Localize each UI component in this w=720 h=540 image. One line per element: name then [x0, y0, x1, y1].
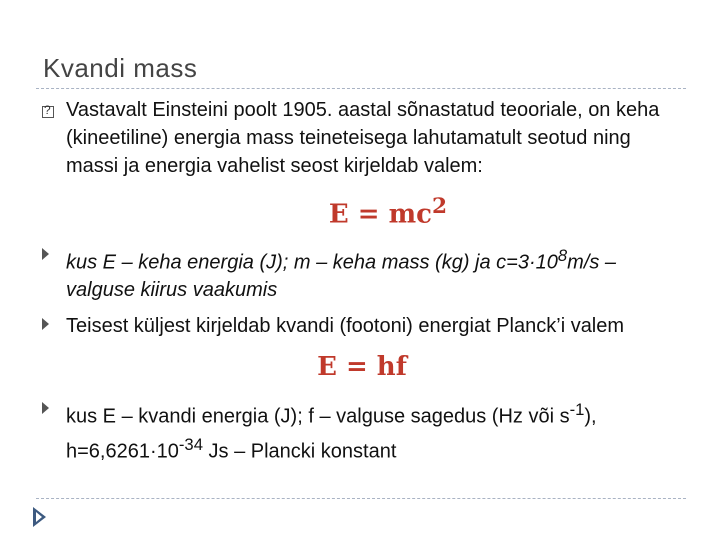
paragraph-planck: Teisest küljest kirjeldab kvandi (footoni) energiat Planck’i valem: [66, 315, 625, 338]
paragraph-variables-2: [66, 396, 682, 465]
paragraph-variables-1: [66, 242, 682, 305]
bullet-item: [42, 96, 682, 180]
equation-text: E = mc: [328, 199, 432, 230]
text-span: m/s – valguse kiirus vaakumis: [66, 251, 617, 302]
text-span: ), h=6,6261·10: [66, 405, 597, 463]
footer-divider: [36, 498, 686, 499]
equation-planck: E = hf: [317, 352, 407, 383]
text-span: kus E – keha energia (J); m – keha mass (kg) ja c=3·10: [66, 251, 558, 274]
slide-content: [42, 96, 682, 466]
equation-mass-energy: [42, 192, 682, 230]
bullet-item: [42, 242, 682, 305]
triangle-bullet-icon: [42, 318, 49, 330]
superscript: 8: [557, 245, 568, 265]
title-divider: [36, 88, 686, 89]
text-span: kus E – kvandi energia (J); f – valguse sagedus (Hz või s: [66, 405, 570, 428]
superscript: -1: [569, 400, 585, 420]
bullet-item: [42, 312, 682, 340]
triangle-bullet-icon: [42, 402, 49, 414]
text-span: Js – Plancki konstant: [202, 440, 397, 463]
equation-superscript: 2: [431, 194, 448, 219]
missing-glyph-bullet-icon: [42, 106, 54, 118]
triangle-bullet-icon: [42, 248, 49, 260]
slide-title: Kvandi mass: [43, 53, 198, 83]
superscript: -34: [178, 434, 203, 454]
nav-arrow-icon[interactable]: [32, 506, 48, 528]
paragraph-einstein: Vastavalt Einsteini poolt 1905. aastal sõnastatud teooriale, on keha (kineetiline) energia mass teineteisega lahutamatult seotud ning massi ja energia vahelist seost kirjeldab valem:: [66, 99, 660, 177]
bullet-item: [42, 396, 682, 465]
